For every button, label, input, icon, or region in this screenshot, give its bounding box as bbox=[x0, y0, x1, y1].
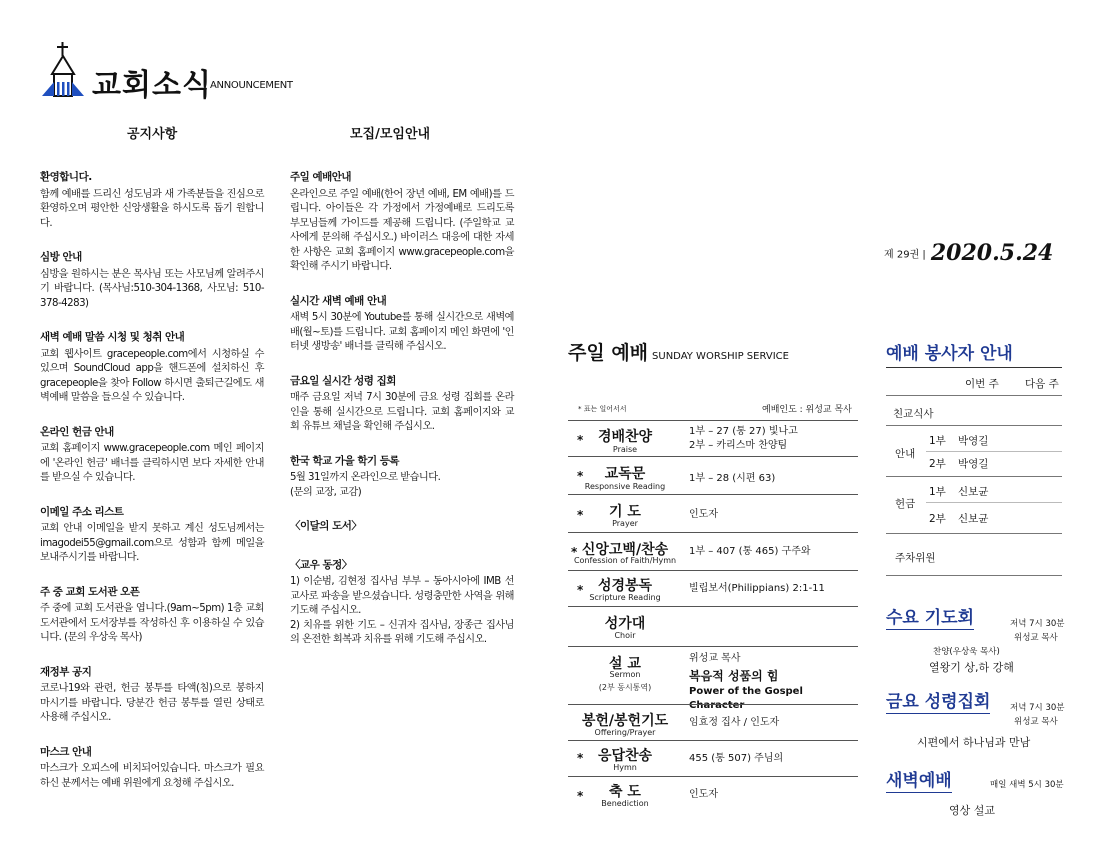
standing-mark: * bbox=[577, 508, 584, 522]
worship-item-detail: 1부 – 407 (통 465) 구주와 bbox=[689, 546, 811, 557]
worship-row bbox=[568, 740, 858, 777]
worship-item-kor: 설 교 bbox=[609, 656, 641, 672]
usher-part: 1부 bbox=[929, 435, 946, 447]
servers-subrule bbox=[926, 502, 1062, 503]
notice-item bbox=[40, 505, 264, 566]
recruit-title: 〈이달의 도서〉 bbox=[290, 520, 362, 532]
worship-item-kor: 교독문 bbox=[604, 466, 646, 482]
notice-item bbox=[40, 425, 264, 486]
worship-row bbox=[568, 776, 858, 813]
worship-row bbox=[568, 606, 858, 647]
sermon-title-en: Power of the Gospel Character bbox=[689, 686, 803, 711]
servers-subrule bbox=[926, 451, 1062, 452]
wednesday-pastor: 위성교 목사 bbox=[1014, 633, 1058, 643]
recruit-item bbox=[290, 170, 514, 275]
page-title: 교회소식 bbox=[92, 68, 212, 103]
usher-name: 박영길 bbox=[958, 458, 989, 470]
notice-title: 심방 안내 bbox=[40, 251, 82, 263]
worship-title-en: SUNDAY WORSHIP SERVICE bbox=[652, 351, 789, 362]
recruit-item bbox=[290, 374, 514, 435]
worship-item-eng: Prayer bbox=[612, 519, 638, 528]
recruit-column bbox=[290, 170, 514, 667]
notice-item bbox=[40, 745, 264, 792]
worship-row bbox=[568, 646, 858, 711]
bulletin-date-line bbox=[884, 240, 1053, 266]
notice-item bbox=[40, 665, 264, 726]
notice-item bbox=[40, 585, 264, 646]
worship-item-kor: 기 도 bbox=[609, 504, 641, 520]
servers-title: 예배 봉사자 안내 bbox=[886, 344, 1013, 364]
worship-item-kor: 성경봉독 bbox=[597, 578, 653, 594]
notice-title: 마스크 안내 bbox=[40, 745, 92, 758]
worship-item-eng: Hymn bbox=[613, 763, 637, 772]
notice-body: 코로나19와 관련, 헌금 봉투를 타액(침)으로 봉하지 마시기를 바랍니다. 당분간 헌금 봉투를 열린 상태로 사용해 주십시오. bbox=[40, 683, 264, 723]
this-week-header: 이번 주 bbox=[965, 378, 999, 390]
notice-body: 교회 홈페이지 www.gracepeople.com 메인 페이지에 '온라인 헌금' 배너를 클릭하시면 보다 자세한 안내를 받으실 수 있습니다. bbox=[40, 443, 264, 483]
page-subtitle: ANNOUNCEMENT bbox=[210, 80, 293, 91]
friday-time: 저녁 7시 30분 bbox=[1010, 703, 1065, 713]
wednesday-time: 저녁 7시 30분 bbox=[1010, 619, 1065, 629]
recruit-title: 한국 학교 가을 학기 등록 bbox=[290, 454, 400, 467]
recruit-item bbox=[290, 294, 514, 355]
notice-body: 주 중에 교회 도서관을 엽니다.(9am~5pm) 1층 교회 도서관에서 도서장부를 작성하신 후 이용하실 수 있습니다. (문의 우상욱 목사) bbox=[40, 603, 264, 643]
friday-pastor: 위성교 목사 bbox=[1014, 717, 1058, 727]
notice-title: 환영합니다. bbox=[40, 171, 92, 183]
meal-label: 친교식사 bbox=[893, 408, 934, 420]
friday-title: 금요 성령집회 bbox=[886, 687, 990, 714]
worship-item-detail: 인도자 bbox=[689, 509, 718, 520]
dawn-title: 새벽예배 bbox=[886, 766, 952, 793]
notices-heading: 공지사항 bbox=[127, 127, 178, 142]
notice-body: 교회 안내 이메일을 받지 못하고 계신 성도님께서는 imagodei55@gmail.com으로 성함과 함께 메일을 보내주시기를 바랍니다. bbox=[40, 523, 264, 563]
offering-label: 헌금 bbox=[895, 498, 916, 510]
worship-title-kor: 주일 예배 bbox=[568, 342, 649, 364]
recruit-body: 1) 이순범, 김현정 집사님 부부 – 동아시아에 IMB 선교사로 파송을 받으셨습니다. 성령충만한 사역을 위해 기도해 주십시오. 2) 치유를 위한 기도 – 신귀자 집사님, 장종근 집사님의 온전한 회복과 치유를 위해 기도해 주십시오. bbox=[290, 576, 514, 645]
offering-name: 신보균 bbox=[958, 486, 989, 498]
notice-item bbox=[40, 170, 264, 231]
worship-row bbox=[568, 532, 858, 571]
worship-item-eng: Sermon bbox=[609, 670, 641, 679]
notice-body: 심방을 원하시는 분은 목사님 또는 사모님께 알려주시기 바랍니다. (목사님:510-304-1368, 사모님: 510-378-4283) bbox=[40, 268, 264, 309]
standing-mark: * bbox=[577, 789, 584, 803]
servers-rule bbox=[886, 395, 1062, 396]
servers-rule bbox=[886, 425, 1062, 426]
worship-item-eng: Scripture Reading bbox=[589, 593, 661, 602]
notice-body: 교회 웹사이트 gracepeople.com에서 시청하실 수 있으며 SoundCloud app을 핸드폰에 설치하신 후 gracepeople을 찾아 Follow 하시면 출퇴근길에도 새벽예배 말씀을 들으실 수 있습니다. bbox=[40, 348, 264, 403]
wednesday-title: 수요 기도회 bbox=[886, 603, 974, 630]
notice-body: 마스크가 오피스에 비치되어있습니다. 마스크가 필요하신 분께서는 예배 위원에게 요청해 주십시오. bbox=[40, 763, 264, 789]
worship-row bbox=[568, 456, 858, 495]
recruit-item bbox=[290, 519, 514, 534]
worship-title bbox=[568, 338, 789, 365]
notice-title: 재정부 공지 bbox=[40, 665, 92, 678]
worship-row bbox=[568, 570, 858, 607]
notice-title: 새벽 예배 말씀 시청 및 청취 안내 bbox=[40, 331, 185, 343]
worship-item-kor: 신앙고백/찬송 bbox=[581, 542, 669, 558]
issue-number: 제 29권 | bbox=[884, 249, 926, 261]
parking-label: 주차위원 bbox=[895, 552, 936, 564]
sermon-title: 복음적 성품의 힘 bbox=[689, 669, 779, 683]
recruit-title: 〈교우 동정〉 bbox=[290, 558, 352, 571]
usher-name: 박영길 bbox=[958, 435, 989, 447]
worship-item-eng: Choir bbox=[614, 631, 636, 640]
standing-mark: * bbox=[571, 545, 578, 559]
worship-item-kor: 봉헌/봉헌기도 bbox=[581, 713, 669, 729]
recruit-heading: 모집/모임안내 bbox=[350, 127, 431, 142]
recruit-item bbox=[290, 454, 514, 501]
church-logo-icon bbox=[40, 42, 86, 98]
dawn-time: 매일 새벽 5시 30분 bbox=[990, 780, 1064, 790]
worship-item-eng: Praise bbox=[612, 445, 638, 454]
worship-item-detail: 빌립보서(Philippians) 2:1-11 bbox=[689, 583, 825, 594]
notice-body: 함께 예배를 드리신 성도님과 새 가족분들을 진심으로 환영하오며 평안한 신앙생활을 하시도록 돕기 원합니다. bbox=[40, 188, 264, 229]
worship-row bbox=[568, 704, 858, 741]
offering-part: 1부 bbox=[929, 486, 946, 498]
worship-item-detail: 455 (통 507) 주님의 bbox=[689, 753, 784, 764]
usher-part: 2부 bbox=[929, 458, 946, 470]
notice-title: 주 중 교회 도서관 오픈 bbox=[40, 585, 140, 598]
worship-item-eng: Benediction bbox=[601, 799, 649, 808]
worship-row bbox=[568, 494, 858, 533]
next-week-header: 다음 주 bbox=[1025, 378, 1059, 390]
wednesday-line2: 열왕기 상,하 강해 bbox=[929, 661, 1014, 674]
standing-mark: * bbox=[577, 751, 584, 765]
notice-title: 이메일 주소 리스트 bbox=[40, 505, 124, 518]
worship-item-eng: Responsive Reading bbox=[584, 482, 666, 491]
usher-label: 안내 bbox=[895, 448, 916, 460]
worship-leader: 예배인도 : 위성교 목사 bbox=[762, 405, 852, 415]
offering-name: 신보균 bbox=[958, 513, 989, 525]
notices-column bbox=[40, 170, 264, 810]
recruit-title: 금요일 실시간 성령 집회 bbox=[290, 374, 396, 387]
dawn-line1: 영상 설교 bbox=[949, 804, 996, 817]
worship-item-eng: Confession of Faith/Hymn bbox=[573, 556, 677, 565]
recruit-body: 새벽 5시 30분에 Youtube를 통해 실시간으로 새벽예배(월~토)를 드립니다. 교회 홈페이지 메인 화면에 '인터넷 생방송' 배너를 클릭해 주십시오. bbox=[290, 312, 514, 352]
worship-item-detail: 임효정 집사 / 인도자 bbox=[689, 717, 780, 728]
friday-line1: 시편에서 하나님과 만남 bbox=[917, 736, 1031, 749]
recruit-body: 온라인으로 주일 예배(한어 장년 예배, EM 예배)를 드립니다. 아이들은 각 가정에서 가정예배로 드리도록 부모님들께 가이드를 제공해 드립니다. (주일학교 교사에게 문의해 주십시오.) 바이러스 대응에 대한 자세한 사항은 교회 홈페이지 www.gracepeople.com을 확인해 주시기 바랍니다. bbox=[290, 188, 514, 272]
worship-item-eng-note: (2부 동시통역) bbox=[598, 683, 652, 692]
notice-item bbox=[40, 250, 264, 311]
worship-item-eng: Offering/Prayer bbox=[594, 728, 656, 737]
recruit-title: 주일 예배안내 bbox=[290, 171, 352, 183]
worship-item-kor: 응답찬송 bbox=[597, 748, 653, 764]
standing-mark: * bbox=[577, 469, 584, 483]
worship-item-detail: 1부 – 27 (통 27) 빛나고 2부 – 카리스마 찬양팀 bbox=[689, 426, 798, 451]
bulletin-date: 2020.5.24 bbox=[930, 240, 1054, 266]
wednesday-line1: 찬양(우상욱 목사) bbox=[933, 647, 1000, 657]
standing-note: * 표는 일어서서 bbox=[578, 405, 627, 413]
standing-mark: * bbox=[577, 433, 584, 447]
notice-item bbox=[40, 330, 264, 406]
worship-item-kor: 경배찬양 bbox=[597, 429, 653, 445]
offering-part: 2부 bbox=[929, 513, 946, 525]
servers-rule bbox=[886, 476, 1062, 477]
recruit-body: 5월 31일까지 온라인으로 받습니다. (문의 교장, 교감) bbox=[290, 472, 441, 498]
worship-item-detail: 1부 – 28 (시편 63) bbox=[689, 473, 776, 484]
notice-title: 온라인 헌금 안내 bbox=[40, 425, 114, 438]
servers-rule bbox=[886, 533, 1062, 534]
standing-mark: * bbox=[577, 583, 584, 597]
worship-item-detail: 인도자 bbox=[689, 789, 718, 800]
servers-rule bbox=[886, 575, 1062, 576]
recruit-item bbox=[290, 558, 514, 648]
recruit-body: 매주 금요일 저녁 7시 30분에 금요 성령 집회를 온라인을 통해 실시간으로 드립니다. 교회 홈페이지와 교회 유튜브 채널을 확인해 주십시오. bbox=[290, 392, 514, 432]
worship-item-kor: 성가대 bbox=[604, 616, 646, 632]
worship-row bbox=[568, 420, 858, 457]
worship-item-detail: 위성교 목사 bbox=[689, 653, 741, 664]
servers-top-rule bbox=[886, 367, 1062, 368]
worship-item-kor: 축 도 bbox=[609, 784, 641, 800]
recruit-title: 실시간 새벽 예배 안내 bbox=[290, 294, 387, 307]
